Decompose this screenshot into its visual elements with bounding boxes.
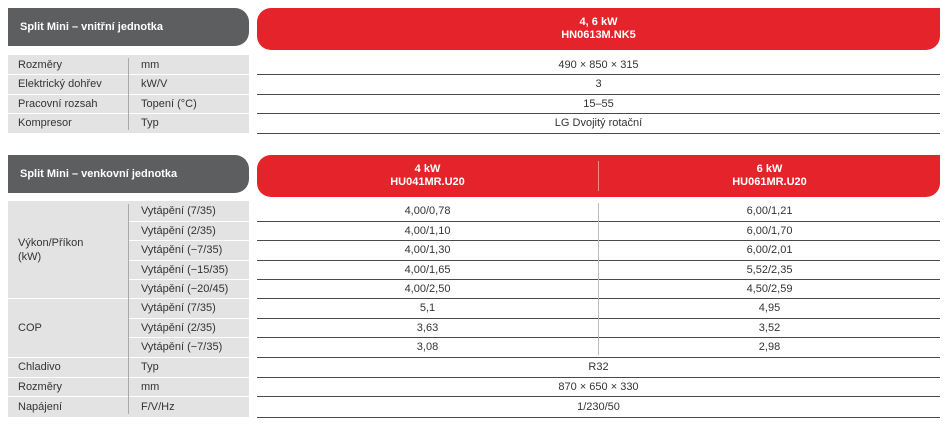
- cop-row-value-1: 3,08: [416, 341, 439, 353]
- power-row-value-1: 4,00/1,10: [404, 224, 451, 237]
- indoor-row-label: Elektrický dohřev: [18, 78, 102, 90]
- indoor-row-label: Rozměry: [18, 58, 63, 71]
- outdoor-column-header-1: [257, 155, 598, 197]
- power-group-label: [8, 201, 128, 298]
- indoor-power: 4, 6 kW: [579, 16, 618, 28]
- indoor-row-label: Kompresor: [18, 117, 72, 129]
- outdoor-model-1: HU041MR.U20: [390, 176, 465, 188]
- power-row-condition: Vytápění (2/35): [141, 224, 216, 237]
- shared-row-label: Chladivo: [18, 361, 61, 373]
- power-row-value-2: 6,00/2,01: [746, 244, 793, 256]
- outdoor-column-header-2: [599, 155, 940, 197]
- power-row-condition: Vytápění (−20/45): [141, 282, 229, 295]
- power-row-value-1: 4,00/1,65: [404, 263, 451, 276]
- outdoor-model-2: HU061MR.U20: [732, 176, 807, 188]
- cop-row-value-2: 3,52: [758, 321, 781, 334]
- outdoor-power-2: 6 kW: [756, 163, 783, 175]
- indoor-row-unit: kW/V: [141, 78, 168, 90]
- cop-group-label: COP: [18, 321, 42, 334]
- indoor-row-unit: Topení (°C): [141, 97, 197, 110]
- shared-row-value: R32: [588, 361, 609, 373]
- indoor-row-unit: Typ: [141, 117, 159, 129]
- indoor-model: HN0613M.NK5: [561, 29, 636, 41]
- outdoor-title-text: Split Mini – venkovní jednotka: [20, 168, 178, 180]
- shared-row-unit: Typ: [141, 361, 159, 373]
- cop-row-value-1: 3,63: [416, 321, 439, 334]
- indoor-row-value: LG Dvojitý rotační: [554, 117, 643, 129]
- power-row-condition: Vytápění (−7/35): [141, 244, 223, 256]
- indoor-model-header: [257, 8, 940, 50]
- power-row-value-2: 6,00/1,70: [746, 224, 793, 237]
- indoor-row-value: 3: [595, 78, 602, 90]
- indoor-model-header-content: [257, 8, 940, 50]
- power-group-label-line2: (kW): [18, 250, 42, 263]
- shared-row-value: 1/230/50: [577, 400, 620, 413]
- outdoor-table-title: [8, 155, 249, 193]
- outdoor-power-1: 4 kW: [414, 163, 441, 175]
- cop-row-value-1: 5,1: [419, 302, 436, 314]
- indoor-table-title: [8, 8, 249, 46]
- indoor-row-unit: mm: [141, 58, 160, 71]
- shared-row-value: 870 × 650 × 330: [558, 380, 639, 393]
- cop-row-condition: Vytápění (7/35): [141, 302, 216, 314]
- power-row-value-2: 5,52/2,35: [746, 263, 793, 276]
- shared-row-unit: mm: [141, 380, 160, 393]
- power-row-value-1: 4,00/2,50: [404, 282, 451, 295]
- power-row-condition: Vytápění (7/35): [141, 205, 216, 217]
- indoor-title-text: Split Mini – vnitřní jednotka: [20, 21, 164, 33]
- power-row-value-2: 4,50/2,59: [746, 282, 793, 295]
- power-row-condition: Vytápění (−15/35): [141, 263, 229, 276]
- shared-row-label: Napájení: [18, 400, 63, 413]
- cop-row-value-2: 2,98: [758, 341, 781, 353]
- indoor-row-label: Pracovní rozsah: [18, 97, 98, 110]
- power-row-value-1: 4,00/0,78: [404, 205, 451, 217]
- cop-row-value-2: 4,95: [758, 302, 781, 314]
- indoor-row-value: 490 × 850 × 315: [558, 58, 639, 71]
- outdoor-model-header: [257, 155, 940, 197]
- shared-row-label: Rozměry: [18, 380, 63, 393]
- cop-row-condition: Vytápění (−7/35): [141, 341, 223, 353]
- shared-row-unit: F/V/Hz: [141, 400, 175, 413]
- cop-row-condition: Vytápění (2/35): [141, 321, 216, 334]
- indoor-row-value: 15–55: [583, 97, 614, 110]
- power-row-value-2: 6,00/1,21: [746, 205, 793, 217]
- power-group-label-line1: Výkon/Příkon: [18, 236, 84, 249]
- power-row-value-1: 4,00/1,30: [404, 244, 451, 256]
